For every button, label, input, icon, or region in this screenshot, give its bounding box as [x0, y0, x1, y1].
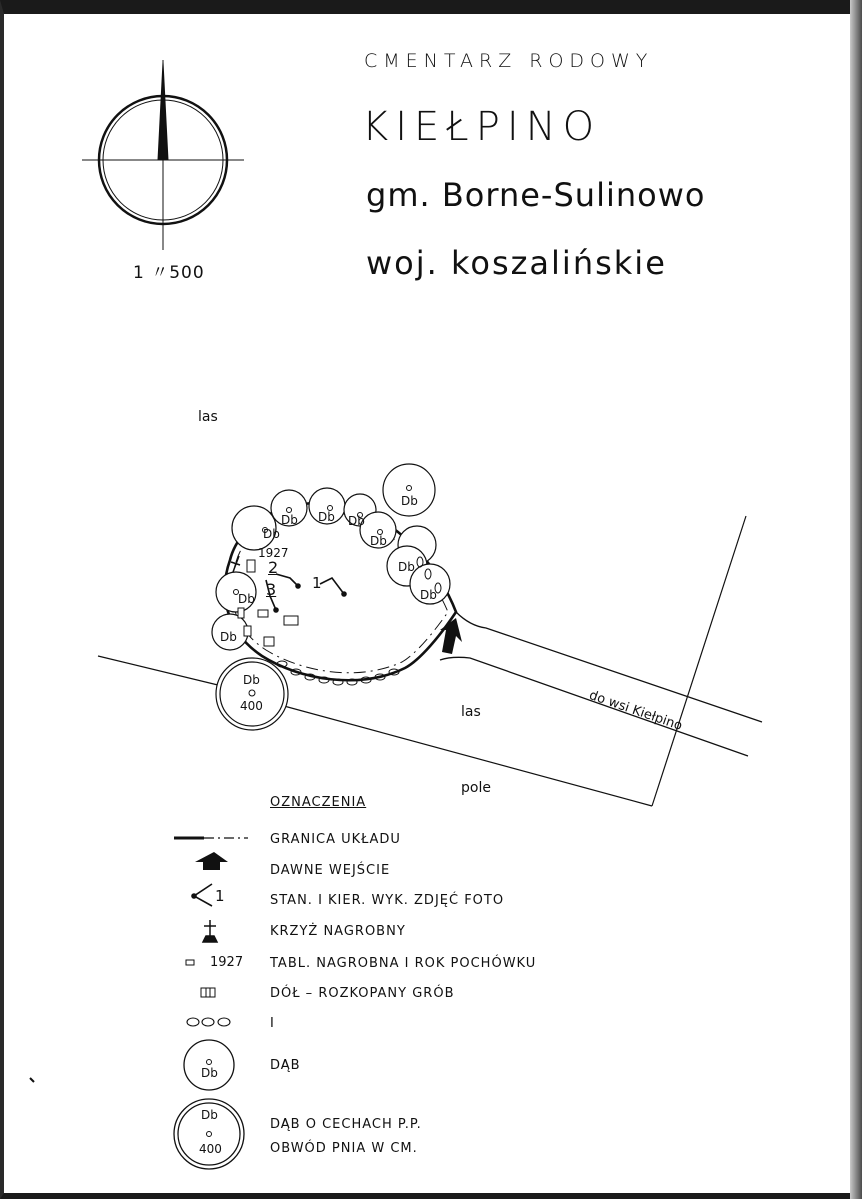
legend-trunk-circumference: OBWÓD PNIA W CM.: [270, 1141, 418, 1156]
legend-oak: DĄB: [270, 1058, 301, 1073]
old-entrance-icon: [440, 618, 462, 654]
legend-special-oak-label: Db: [201, 1108, 218, 1122]
legend-title: OZNACZENIA: [270, 795, 367, 810]
special-tree-circumference: 400: [240, 699, 263, 713]
legend-plaque: TABL. NAGROBNA I ROK POCHÓWKU: [270, 956, 537, 971]
legend-stones-icon: [187, 1018, 230, 1026]
map-scale: 1 〃500: [133, 263, 205, 283]
road: [440, 612, 762, 756]
legend-photo-station-number: 1: [215, 887, 225, 905]
grave-year: 1927: [258, 546, 289, 560]
photo-station-arrows: [266, 574, 346, 612]
tree-label: Db: [401, 494, 418, 508]
map-title-place: KIEŁPINO: [362, 104, 602, 150]
legend-photo-icon: [192, 884, 212, 906]
photo-station-number: 2: [268, 558, 279, 577]
tree-label: Db: [318, 510, 335, 524]
tree-label: Db: [398, 560, 415, 574]
legend-stones: I: [270, 1016, 275, 1031]
tree-label: Db: [370, 534, 387, 548]
legend-photo-station: STAN. I KIER. WYK. ZDJĘĆ FOTO: [270, 893, 505, 908]
legend-special-oak: DĄB O CECHACH P.P.: [270, 1117, 422, 1132]
legend-entrance-icon: [195, 852, 228, 870]
tree-label: Db: [263, 527, 280, 541]
special-tree: [216, 658, 288, 730]
map-voivodeship: woj. koszalińskie: [366, 244, 667, 282]
grave-cross-icon: [231, 556, 240, 572]
label-pole: pole: [461, 780, 491, 796]
special-tree-label: Db: [243, 673, 260, 687]
legend-plaque-year: 1927: [210, 955, 244, 970]
legend-plaque-icon: [186, 960, 194, 965]
label-las-road: las: [461, 704, 481, 720]
tree-label: Db: [220, 630, 237, 644]
photo-station-number: 1: [312, 574, 322, 592]
label-road: do wsi Kiełpino: [587, 688, 685, 734]
stray-mark: [30, 1078, 34, 1082]
tree-label: Db: [420, 588, 437, 602]
legend-boundary: GRANICA UKŁADU: [270, 832, 401, 847]
legend-dug-grave-icon: [201, 988, 215, 997]
north-arrow-icon: [82, 60, 244, 250]
trees: [212, 464, 450, 650]
legend-special-oak-value: 400: [199, 1142, 222, 1156]
photo-station-number: 3: [266, 580, 277, 599]
legend-old-entrance: DAWNE WEJŚCIE: [270, 863, 391, 878]
legend-oak-icon: [184, 1040, 234, 1090]
map-gmina: gm. Borne-Sulinowo: [366, 176, 706, 214]
tree-label: Db: [238, 592, 255, 606]
legend-grave-cross: KRZYŻ NAGROBNY: [270, 924, 406, 939]
tree-label: Db: [348, 514, 365, 528]
label-las-top: las: [198, 409, 218, 425]
map-subtitle: CMENTARZ RODOWY: [364, 50, 654, 72]
legend-cross-icon: [203, 920, 217, 942]
legend-oak-label: Db: [201, 1066, 218, 1080]
legend-dug-grave: DÓŁ – ROZKOPANY GRÓB: [270, 986, 455, 1001]
tree-label: Db: [281, 513, 298, 527]
